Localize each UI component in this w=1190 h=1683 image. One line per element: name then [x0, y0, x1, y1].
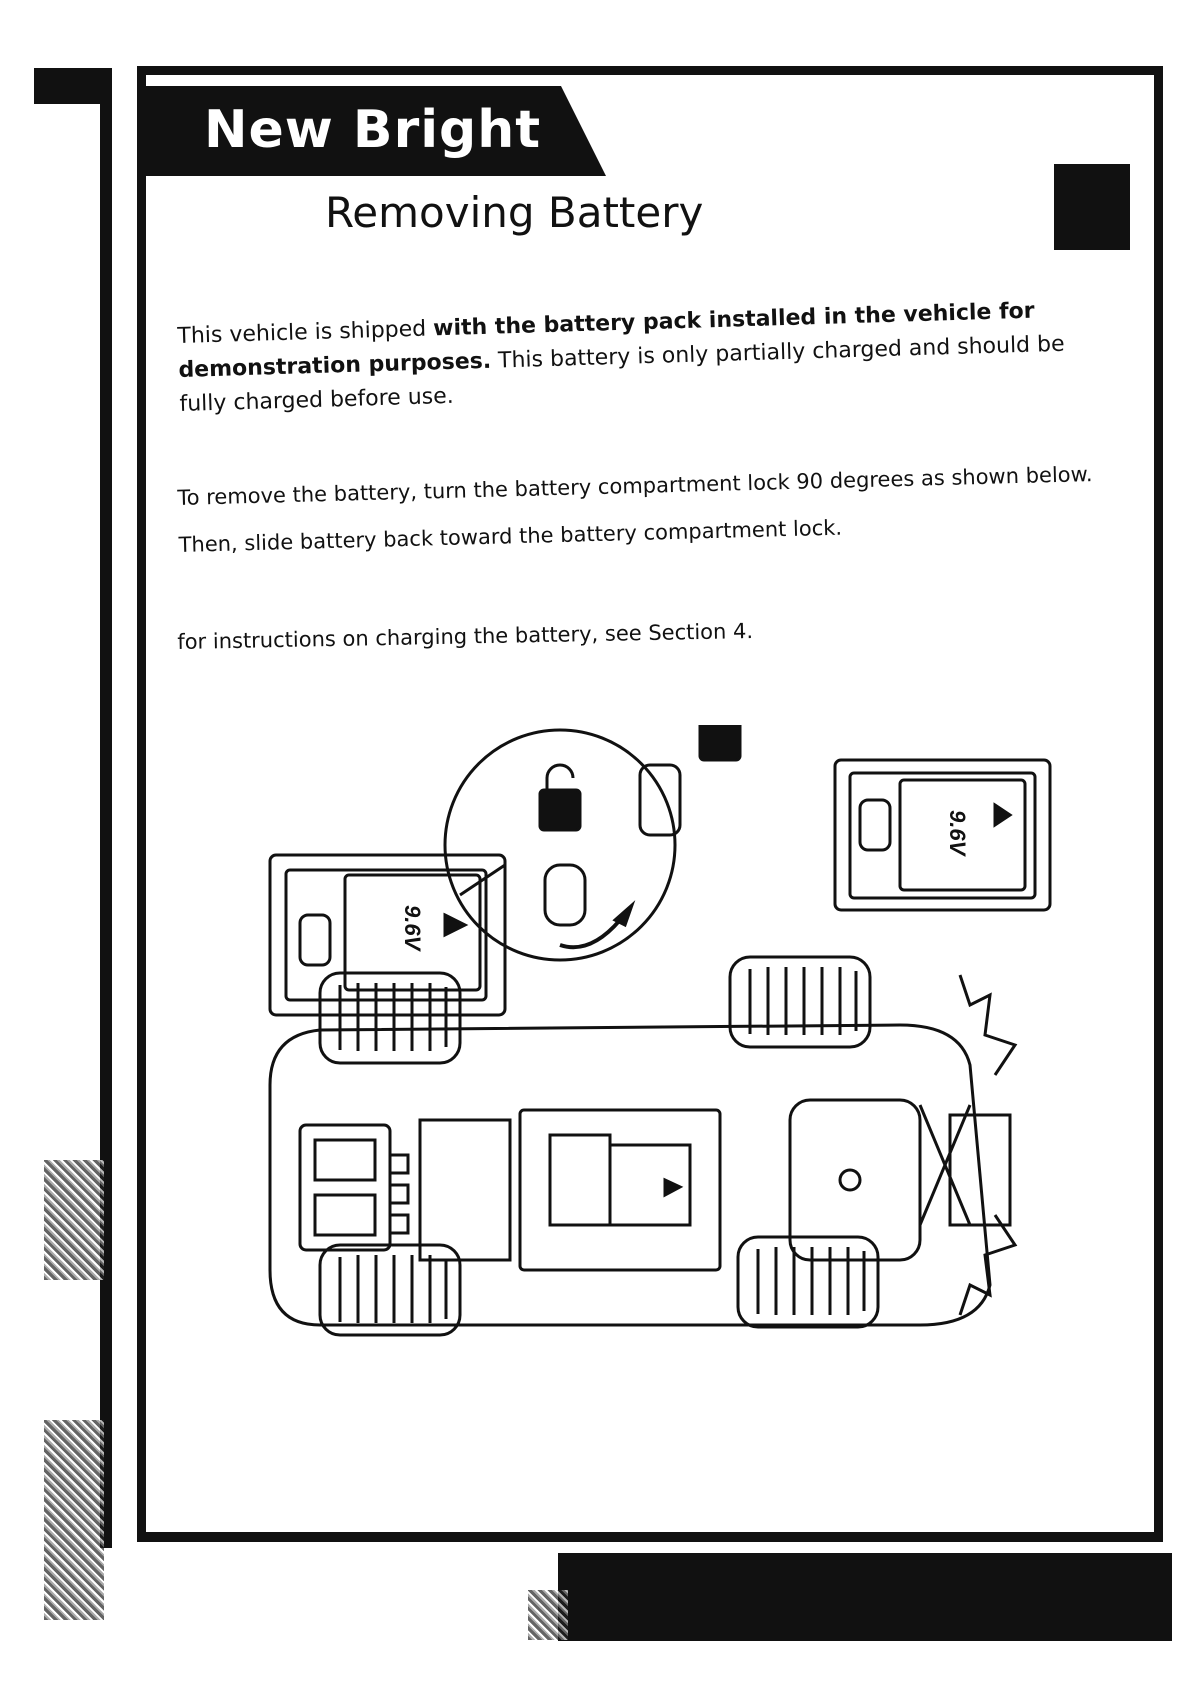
- charging-reference: for instructions on charging the battery, see Section 4.: [177, 618, 754, 654]
- wheel-front-left: [320, 973, 460, 1063]
- intro-text-2: This battery is only partially charged and should be fully charged before use.: [179, 331, 1065, 418]
- scan-artifact-stripe: [100, 68, 112, 1548]
- lock-detail-circle: [445, 725, 740, 960]
- wheel-rear-left: [730, 957, 870, 1047]
- scan-artifact-top: [34, 68, 110, 104]
- page-title: Removing Battery: [325, 188, 704, 237]
- battery-label-right: 9.6V: [945, 810, 970, 856]
- brand-logo: New Bright: [204, 100, 542, 160]
- section-tab: [1054, 164, 1130, 250]
- battery-label-left: 9.6V: [400, 905, 425, 951]
- intro-text-1: This vehicle is shipped: [177, 316, 434, 349]
- removal-line-1: To remove the battery, turn the battery compartment lock 90 degrees as shown below.: [177, 462, 1093, 510]
- battery-compartment-left: [270, 855, 505, 1015]
- scan-noise-2: [44, 1420, 104, 1620]
- removal-line-2: Then, slide battery back toward the battery compartment lock.: [178, 515, 843, 557]
- vehicle-underside: [270, 975, 1015, 1325]
- intro-text-bold: with the battery pack installed in the vehicle for demonstration purposes.: [178, 298, 1035, 384]
- battery-compartment-right: [835, 760, 1050, 910]
- scan-noise-1: [44, 1160, 104, 1280]
- battery-removal-illustration: [260, 725, 1060, 1405]
- footer-scan-noise: [528, 1590, 568, 1640]
- footer-bar: [558, 1553, 1172, 1641]
- wheel-rear-right: [738, 1237, 878, 1327]
